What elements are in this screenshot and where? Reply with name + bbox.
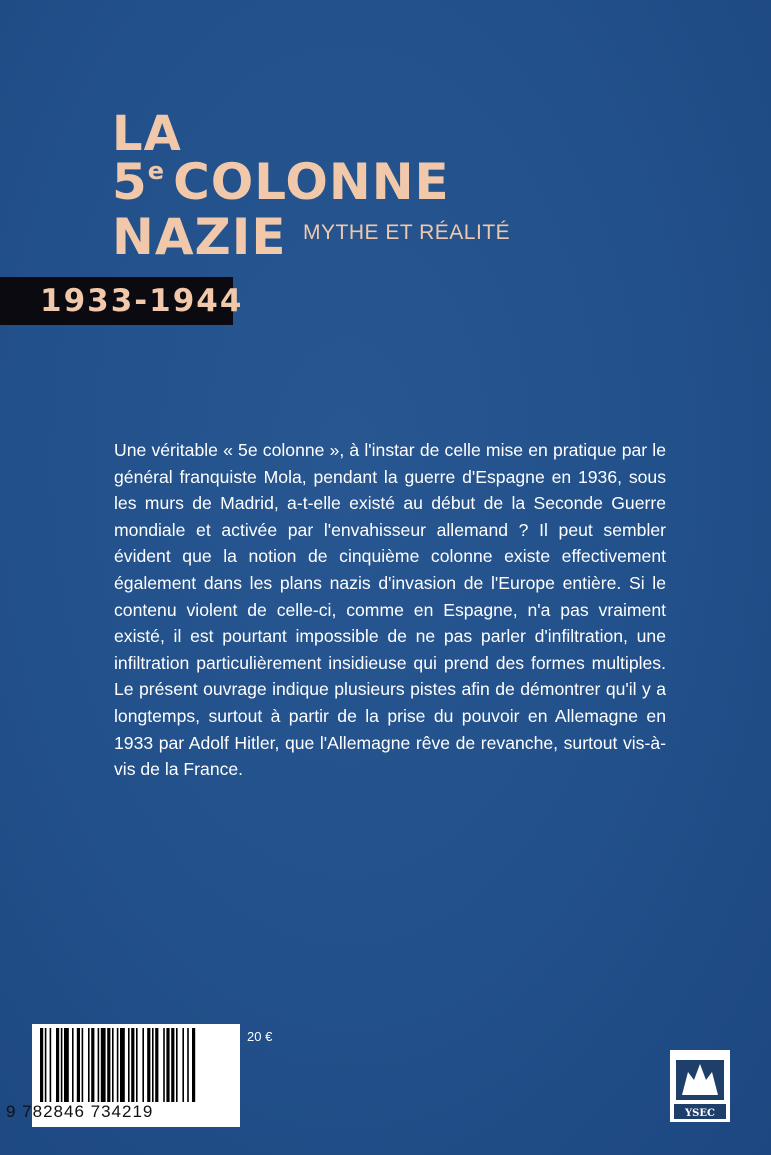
publisher-logo-icon — [670, 1050, 730, 1122]
barcode-bar — [64, 1028, 69, 1102]
barcode-bar — [142, 1028, 144, 1102]
back-cover-blurb: Une véritable « 5e colonne », à l'instar de celle mise en pratique par le général franquiste Mola, pendant la guerre d'Espagne en 1936, sous les murs de Madrid, a-t-elle existé au début de la Seconde Guerre mondiale et activée par l'envahisseur allemand ? Il peut sembler évident que la notion de cinquième colonne existe effectivement également dans les plans nazis d'invasion de l'Europe entière. Si le contenu violent de celle-ci, comme en Espagne, n'a pas vraiment existé, il est pourtant impossible de ne pas parler d'infiltration, une infiltration particulièrement insidieuse qui prend des formes multiples. Le présent ouvrage indique plusieurs pistes afin de démontrer qu'il y a longtemps, surtout à partir de la prise du pouvoir en Allemagne en 1933 par Adolf Hitler, que l'Allemagne rêve de revanche, surtout vis-à-vis de la France. — [114, 440, 666, 780]
barcode-bar — [155, 1028, 158, 1102]
publisher-logo — [670, 1050, 730, 1122]
barcode-bar — [77, 1028, 80, 1102]
barcode-bar — [152, 1028, 154, 1102]
barcode-bar — [91, 1028, 94, 1102]
barcode-bar — [88, 1028, 90, 1102]
isbn-number: 9 782846 734219 — [6, 1102, 154, 1121]
barcode-bar — [50, 1028, 52, 1102]
years-label: 1933-1944 — [40, 283, 244, 319]
subtitle: MYTHE ET RÉALITÉ — [303, 221, 511, 244]
title-number: 5 — [112, 153, 148, 211]
barcode-bar — [182, 1028, 184, 1102]
publisher-name: YSEC — [685, 1108, 715, 1119]
barcode-bar — [101, 1028, 106, 1102]
barcode-bar — [107, 1028, 110, 1102]
price-label: 20 € — [247, 1029, 273, 1044]
title-colonne-word: COLONNE — [173, 153, 450, 211]
title-line-la: LA — [112, 106, 182, 162]
barcode-bar — [176, 1028, 178, 1102]
title-line-nazie: NAZIE — [112, 208, 287, 266]
barcode-bar — [192, 1028, 195, 1102]
title-superscript: e — [147, 157, 166, 185]
barcode-bar — [171, 1028, 174, 1102]
title-line-colonne — [112, 153, 450, 211]
barcode-bar — [45, 1028, 47, 1102]
barcode-bar — [166, 1028, 169, 1102]
barcode-bar — [187, 1028, 189, 1102]
barcode-bar — [56, 1028, 59, 1102]
barcode-bar — [163, 1028, 165, 1102]
barcode-bar — [120, 1028, 125, 1102]
barcode-bars — [32, 1024, 240, 1104]
barcode-bar — [82, 1028, 84, 1102]
barcode-bar — [136, 1028, 138, 1102]
barcode-bar — [128, 1028, 130, 1102]
barcode-bar — [98, 1028, 100, 1102]
barcode-bar — [131, 1028, 134, 1102]
barcode-bar — [61, 1028, 63, 1102]
barcode-bar — [72, 1028, 74, 1102]
barcode-bar — [147, 1028, 150, 1102]
barcode-bar — [112, 1028, 114, 1102]
barcode-bar — [117, 1028, 119, 1102]
barcode-bar — [40, 1028, 43, 1102]
